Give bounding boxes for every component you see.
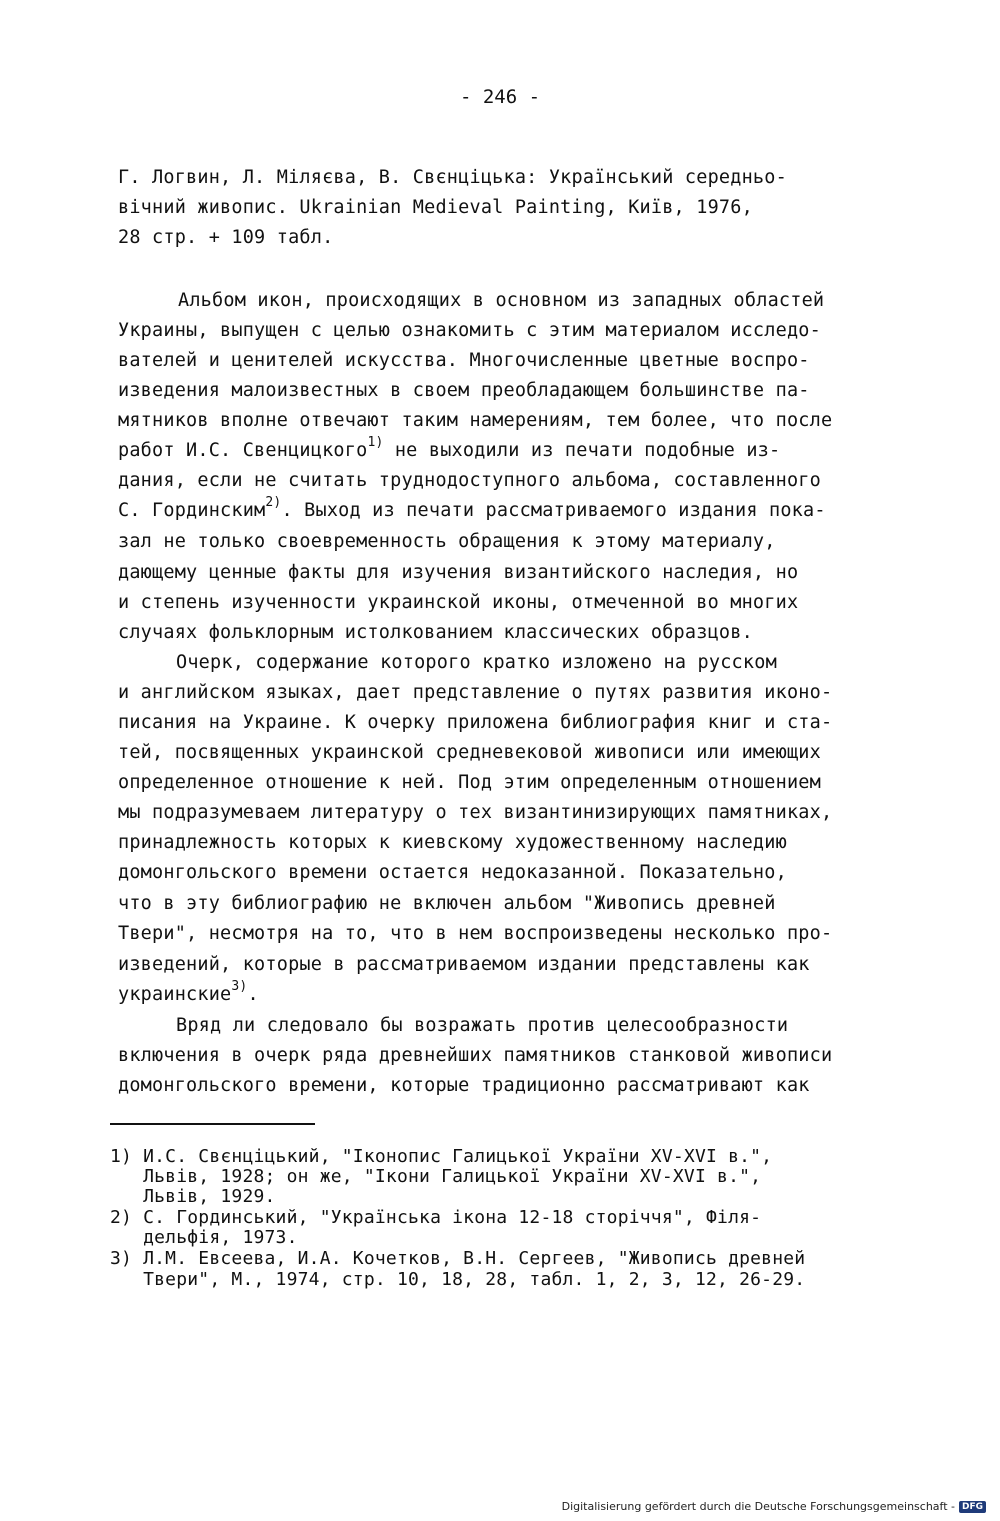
p1-line-3: вателей и ценителей искусства. Многочисленные цветные воспро- (118, 350, 810, 371)
p3-line-2: включения в очерк ряда древнейших памятников станковой живописи (118, 1045, 833, 1066)
p1-line-12: случаях фольклорным истолкованием классических образцов. (118, 622, 753, 643)
p1-line-7: дания, если не считать труднодоступного альбома, составленного (118, 470, 821, 491)
footnote-1-line-1: 1) И.С. Свєнціцький, "Іконопис Галицької України XV-XVI в.", (110, 1146, 773, 1167)
p1-line-5: мятников вполне отвечают таким намерениям, тем более, что после (118, 410, 833, 431)
p1-line-6-text-b: не выходили из печати подобные из- (383, 440, 781, 461)
p3-line-1: Вряд ли следовало бы возражать против целесообразности (176, 1015, 789, 1036)
p1-line-1: Альбом икон, происходящих в основном из западных областей (178, 290, 825, 311)
footnote-1-line-2: Львів, 1928; он же, "Ікони Галицької України XV-XVI в.", (110, 1166, 762, 1187)
p2-line-11: изведений, которые в рассматриваемом издании представлены как (118, 954, 810, 975)
p2-line-10: Твери", несмотря на то, что в нем воспроизведены несколько про- (118, 923, 833, 944)
footnote-divider (110, 1123, 315, 1125)
p2-line-1: Очерк, содержание которого кратко изложено на русском (176, 652, 777, 673)
p2-line-9: что в эту библиографию не включен альбом "Живопись древней (118, 893, 776, 914)
footnote-1-line-3: Львів, 1929. (110, 1186, 276, 1207)
footnote-3-line-2: Твери", М., 1974, стр. 10, 18, 28, табл. 1, 2, 3, 12, 26-29. (110, 1269, 806, 1290)
p1-line-6 (118, 435, 781, 465)
credit-text: Digitalisierung gefördert durch die Deutsche Forschungsgemeinschaft - (561, 1500, 955, 1513)
p2-line-12-text-b: . (247, 984, 259, 1005)
p1-line-2: Украины, выпущен с целью ознакомить с этим материалом исследо- (118, 320, 821, 341)
p2-line-8: домонгольского времени остается недоказанной. Показательно, (118, 862, 787, 883)
footnote-2-line-1: 2) С. Гординський, "Українська ікона 12-18 сторіччя", Філя- (110, 1207, 762, 1228)
p2-line-5: определенное отношение к ней. Под этим определенным отношением (118, 772, 821, 793)
page-number: - 246 - (459, 86, 541, 108)
p1-line-4: изведения малоизвестных в своем преобладающем большинстве па- (118, 380, 810, 401)
p2-line-2: и английском языках, дает представление о путях развития иконо- (118, 682, 833, 703)
footnote-ref-1: 1) (367, 435, 384, 450)
p2-line-12 (118, 979, 259, 1009)
p1-line-8 (118, 495, 826, 525)
footnote-3-line-1: 3) Л.М. Евсеева, И.А. Кочетков, В.Н. Сергеев, "Живопись древней (110, 1248, 806, 1269)
p1-line-8-text-b: . Выход из печати рассматриваемого издания пока- (281, 500, 826, 521)
heading-line-1: Г. Логвин, Л. Міляєва, В. Свєнціцька: Український середньо- (118, 167, 787, 188)
p2-line-7: принадлежность которых к киевскому художественному наследию (118, 832, 787, 853)
p1-line-10: дающему ценные факты для изучения византийского наследия, но (118, 562, 799, 583)
p2-line-3: писания на Украине. К очерку приложена библиография книг и ста- (118, 712, 833, 733)
digitization-credit (562, 1500, 986, 1513)
footnote-ref-3: 3) (231, 979, 248, 994)
p1-line-11: и степень изученности украинской иконы, отмеченной во многих (118, 592, 799, 613)
heading-line-3: 28 стр. + 109 табл. (118, 227, 334, 248)
p3-line-3: домонгольского времени, которые традиционно рассматривают как (118, 1075, 810, 1096)
p1-line-9: зал не только своевременность обращения к этому материалу, (118, 531, 776, 552)
p2-line-4: тей, посвященных украинской средневековой живописи или имеющих (118, 742, 821, 763)
dfg-logo-icon: DFG (959, 1501, 986, 1513)
p1-line-6-text-a: работ И.С. Свенцицкого (118, 440, 368, 461)
footnote-2-line-2: дельфія, 1973. (110, 1227, 298, 1248)
p2-line-12-text-a: украинские (118, 984, 232, 1005)
footnote-ref-2: 2) (265, 495, 282, 510)
p1-line-8-text-a: С. Гординским (118, 500, 266, 521)
heading-line-2: вічний живопис. Ukrainian Medieval Painting, Київ, 1976, (118, 197, 753, 218)
p2-line-6: мы подразумеваем литературу о тех византинизирующих памятниках, (118, 802, 833, 823)
